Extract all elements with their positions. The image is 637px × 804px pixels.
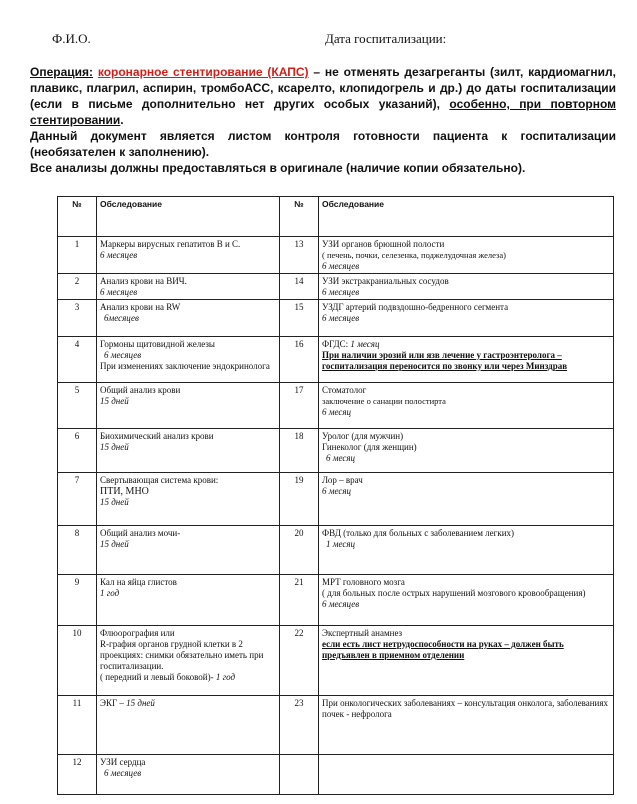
exam-term: 6 месяцев xyxy=(104,350,142,360)
exam-name: Лор – врач xyxy=(322,475,363,485)
exam-name: Гормоны щитовидной железы xyxy=(100,339,215,349)
exam-name: Биохимический анализ крови xyxy=(100,431,214,441)
exam-detail: При изменениях заключение эндокринолога xyxy=(100,361,270,371)
table-row xyxy=(58,526,614,575)
exam-name: Анализ крови на RW xyxy=(100,302,181,312)
exam-name: УЗИ экстракраниальных сосудов xyxy=(322,276,449,286)
exam-cell xyxy=(319,696,614,755)
checklist-note: Данный документ является листом контроля готовности пациента к госпитализации (необязателен к заполнению). xyxy=(30,129,616,159)
exam-term: 6 месяц xyxy=(322,407,352,417)
exam-term: 6 месяцев xyxy=(100,250,138,260)
exam-cell xyxy=(97,473,280,526)
row-number: 16 xyxy=(280,337,319,383)
empty-cell xyxy=(319,755,614,795)
exam-cell xyxy=(97,237,280,274)
exam-term: 1 месяц xyxy=(326,539,356,549)
exam-cell xyxy=(97,337,280,383)
exam-cell xyxy=(319,626,614,696)
table-row xyxy=(58,755,614,795)
exam-term: 15 дней xyxy=(126,698,155,708)
table-row xyxy=(58,429,614,473)
row-number: 19 xyxy=(280,473,319,526)
exam-cell xyxy=(319,337,614,383)
operation-text-underlined: особенно, при повторном стентировании xyxy=(30,97,616,127)
row-number: 3 xyxy=(58,300,97,337)
exam-term: 6 месяцев xyxy=(104,768,142,778)
row-number: 23 xyxy=(280,696,319,755)
exam-detail: заключение о санации полостирта xyxy=(322,396,446,406)
fio-label: Ф.И.О. xyxy=(52,31,91,46)
row-number: 10 xyxy=(58,626,97,696)
exam-cell xyxy=(97,626,280,696)
exam-cell xyxy=(97,274,280,300)
operation-text-end: . xyxy=(120,113,124,127)
exam-term: 1 год xyxy=(215,672,236,682)
exam-name: Анализ крови на ВИЧ. xyxy=(100,276,187,286)
exam-cell xyxy=(319,473,614,526)
exam-term: 6 месяц xyxy=(322,486,352,496)
table-row xyxy=(58,696,614,755)
table-row xyxy=(58,575,614,626)
row-number: 1 xyxy=(58,237,97,274)
exam-cell xyxy=(97,696,280,755)
exam-term: 1 год xyxy=(100,588,120,598)
exam-cell xyxy=(319,274,614,300)
row-number: 4 xyxy=(58,337,97,383)
exam-cell xyxy=(319,575,614,626)
exam-term: 6 месяцев xyxy=(322,287,360,297)
exam-term: 15 дней xyxy=(100,442,129,452)
col-num-header-2: № xyxy=(280,197,319,237)
row-number: 15 xyxy=(280,300,319,337)
row-number: 20 xyxy=(280,526,319,575)
operation-label: Операция: xyxy=(30,65,94,79)
row-number: 21 xyxy=(280,575,319,626)
exam-name: УЗДГ артерий подвздошно-бедренного сегмента xyxy=(322,302,509,312)
exam-cell xyxy=(319,383,614,429)
exam-detail: ( для больных после острых нарушений мозгового кровообращения) xyxy=(322,588,586,598)
row-number: 9 xyxy=(58,575,97,626)
exam-cell xyxy=(97,383,280,429)
exam-name: Флюорография или xyxy=(100,628,175,638)
table-row xyxy=(58,337,614,383)
exam-cell xyxy=(319,526,614,575)
exam-name: Кал на яйца глистов xyxy=(100,577,177,587)
exam-name-text: ЭКГ – xyxy=(100,698,124,708)
exam-term: 15 дней xyxy=(100,497,129,507)
exam-detail: При наличии эрозий или язв лечение у гастроэнтеролога – госпитализация переносится по звонку или через Минздрав xyxy=(322,350,568,371)
exam-name: Свертывающая система крови: xyxy=(100,475,219,485)
empty-cell xyxy=(280,755,319,795)
exam-cell xyxy=(97,575,280,626)
col-exam-header: Обследование xyxy=(97,197,280,237)
table-row xyxy=(58,473,614,526)
intro-text xyxy=(30,64,616,176)
exam-name: Экспертный анамнез xyxy=(322,628,403,638)
exam-term: 6 месяц xyxy=(326,453,356,463)
table-row xyxy=(58,626,614,696)
row-number: 8 xyxy=(58,526,97,575)
row-number: 5 xyxy=(58,383,97,429)
exam-term: 6 месяцев xyxy=(322,261,360,271)
exam-detail: R-графия органов грудной клетки в 2 проекциях: снимки обязательно иметь при госпитализации. xyxy=(100,639,264,671)
exam-name: ФВД (только для больных с заболеванием легких) xyxy=(322,528,515,538)
col-num-header: № xyxy=(58,197,97,237)
row-number: 11 xyxy=(58,696,97,755)
table-row xyxy=(58,300,614,337)
col-exam-header-2: Обследование xyxy=(319,197,614,237)
exam-name: Уролог (для мужчин) xyxy=(322,431,404,441)
exam-term: 6 месяцев xyxy=(100,287,138,297)
row-number: 14 xyxy=(280,274,319,300)
exam-name: Стоматолог xyxy=(322,385,367,395)
exam-term: 6 месяцев xyxy=(322,599,360,609)
originals-note: Все анализы должны предоставляться в оригинале (наличие копии обязательно). xyxy=(30,161,526,175)
row-number: 2 xyxy=(58,274,97,300)
exam-term: 6 месяцев xyxy=(322,313,360,323)
exam-table xyxy=(57,196,614,795)
exam-detail: ПТИ, МНО xyxy=(100,486,149,497)
exam-name: Общий анализ мочи- xyxy=(100,528,181,538)
exam-cell xyxy=(319,300,614,337)
table-row xyxy=(58,237,614,274)
exam-cell xyxy=(97,429,280,473)
exam-name: УЗИ сердца xyxy=(100,757,146,767)
exam-cell xyxy=(319,237,614,274)
table-header-row xyxy=(58,197,614,237)
exam-detail: Гинеколог (для женщин) xyxy=(322,442,417,452)
exam-name: Общий анализ крови xyxy=(100,385,181,395)
row-number: 12 xyxy=(58,755,97,795)
exam-name: При онкологических заболеваниях – консультация онколога, заболеваниях почек - нефролога xyxy=(322,698,608,719)
row-number: 13 xyxy=(280,237,319,274)
exam-projection xyxy=(100,672,276,683)
exam-cell xyxy=(97,755,280,795)
exam-name: МРТ головного мозга xyxy=(322,577,405,587)
row-number: 7 xyxy=(58,473,97,526)
exam-cell xyxy=(97,300,280,337)
exam-name xyxy=(100,698,276,709)
row-number: 18 xyxy=(280,429,319,473)
row-number: 17 xyxy=(280,383,319,429)
exam-detail: если есть лист нетрудоспособности на руках – должен быть предъявлен в приемном отделении xyxy=(322,639,564,660)
exam-name: УЗИ органов брюшной полости xyxy=(322,239,445,249)
table-row xyxy=(58,274,614,300)
exam-term: 1 месяц xyxy=(350,339,380,349)
exam-cell xyxy=(319,429,614,473)
operation-name: коронарное стентирование (КАПС) xyxy=(97,65,309,79)
exam-projection-text: ( передний и левый боковой)- xyxy=(100,672,214,682)
exam-term: 15 дней xyxy=(100,396,129,406)
exam-name: Маркеры вирусных гепатитов В и С. xyxy=(100,239,241,249)
table-row xyxy=(58,383,614,429)
operation-paragraph xyxy=(30,64,616,128)
hospitalization-date-label: Дата госпитализации: xyxy=(325,31,447,46)
exam-cell xyxy=(97,526,280,575)
operation-text: – не отменять дезагреганты (зилт, кардиомагнил, плавикс, плагрил, аспирин, тромбоАСС, ксарелто, клопидогрель и др.) до даты госпитализации (если в письме дополнительно нет других особых указаний), xyxy=(30,65,617,111)
exam-name-text: ФГДС: xyxy=(322,339,349,349)
exam-name xyxy=(322,339,610,350)
row-number: 6 xyxy=(58,429,97,473)
exam-term: 6месяцев xyxy=(104,313,139,323)
exam-term: 15 дней xyxy=(100,539,129,549)
row-number: 22 xyxy=(280,626,319,696)
exam-detail: ( печень, почки, селезенка, поджелудочная железа) xyxy=(322,250,507,260)
